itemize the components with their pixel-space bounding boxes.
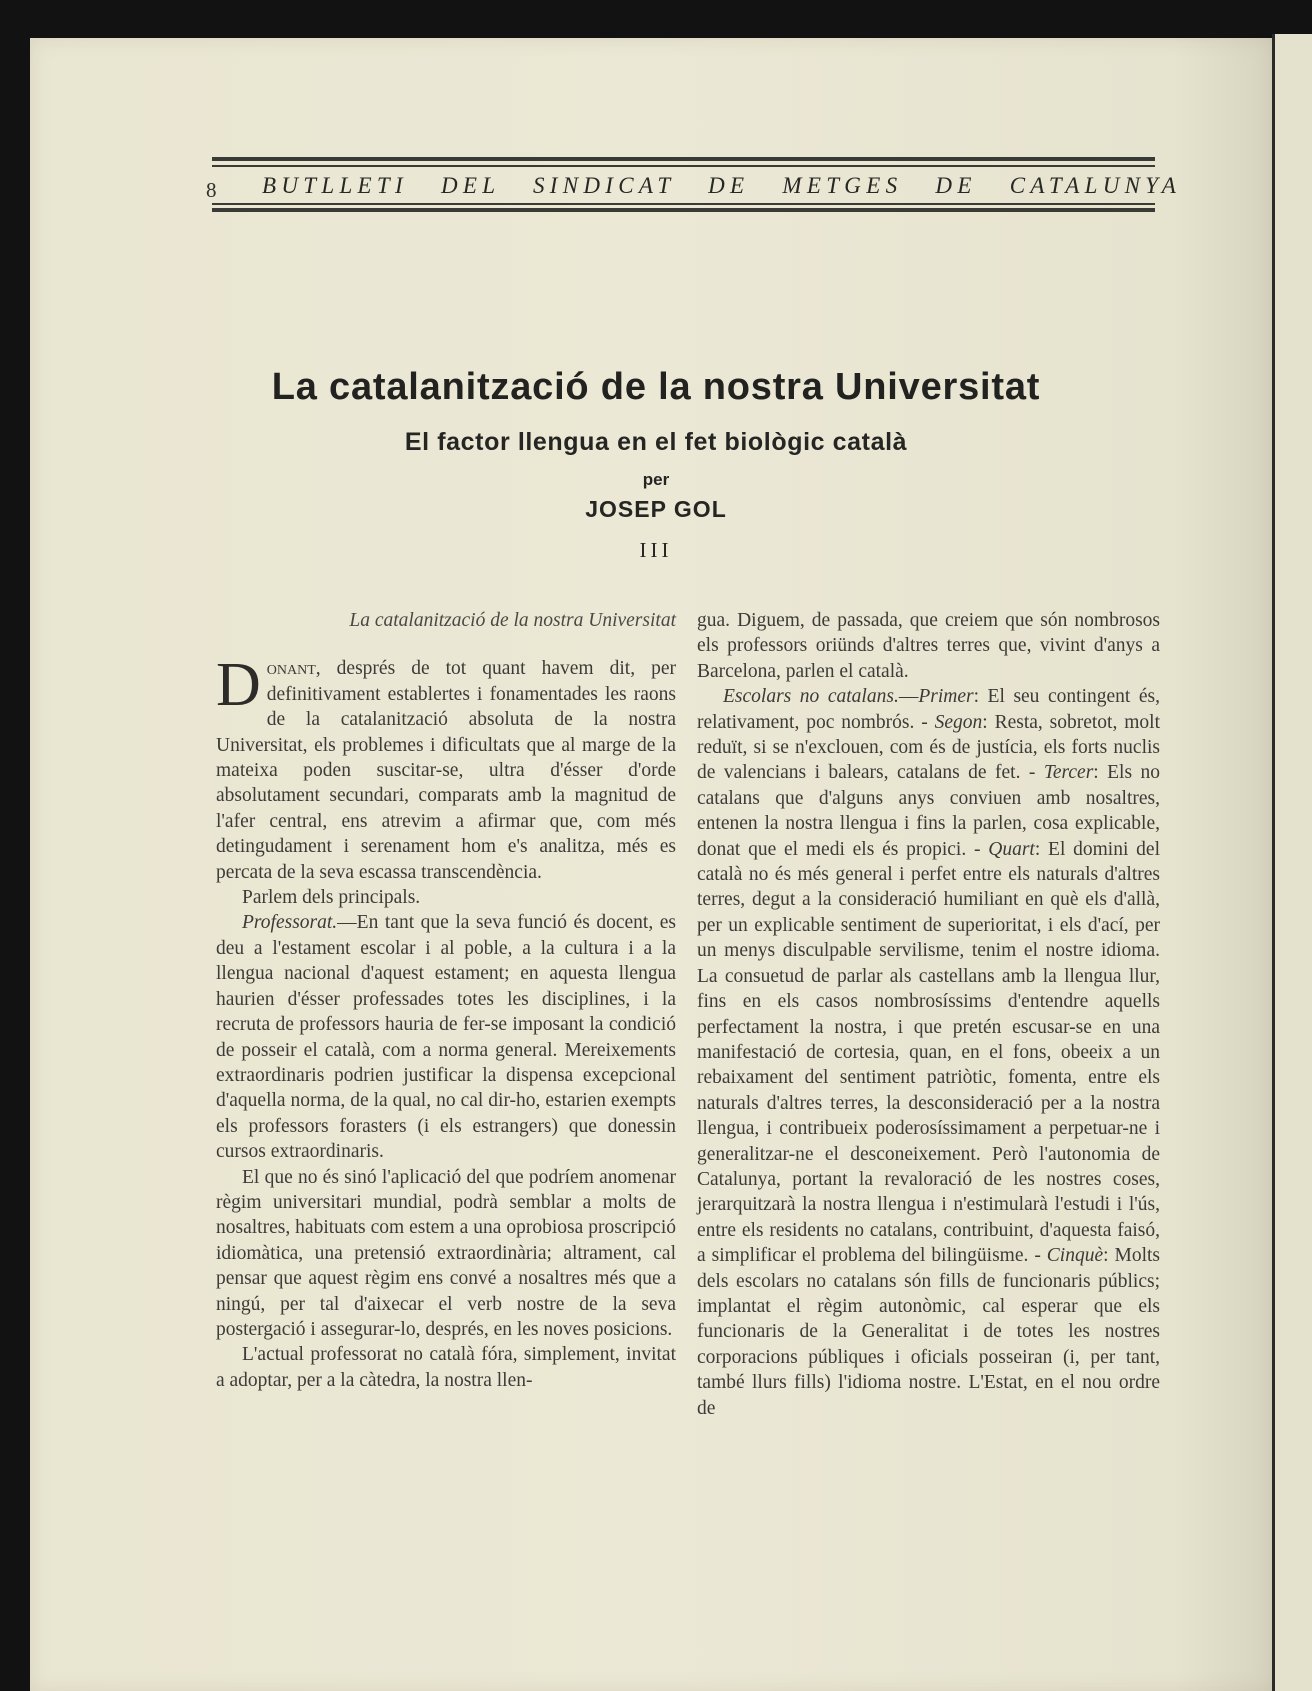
header-rule-bottom: [212, 208, 1155, 212]
item-label: Primer: [918, 686, 974, 708]
section-label: Professorat.: [242, 912, 338, 934]
paragraph: Parlem dels principals.: [242, 887, 421, 909]
part-number: III: [639, 538, 673, 562]
running-header: BUTLLETI DEL SINDICAT DE METGES DE CATALUNYA: [262, 173, 1182, 198]
paragraph-text: : Resta, sobretot, molt reduït, si se n'exclouen, com és de justícia, els forts nuclis de valencians i balears, catalans de fet. -: [697, 711, 1160, 784]
paragraph-text: —En tant que la seva funció és docent, es deu a l'estament escolar i al poble, a la cultura i a la llengua nacional d'aquest estament; en aquesta llengua haurien d'ésser professades totes les disciplines, i la recruta de professors hauria de fer-se imposant la condició de posseir el català, com a norma general. Mereixements extraordinaris podrien justificar la dispensa excepcional d'aquella norma, de la qual, no cal dir-ho, estarien exempts els professors forasters (i els estrangers) que donessin cursos extraordinaris.: [216, 912, 676, 1163]
header-rule-bottom-thin: [212, 203, 1155, 205]
article-title: La catalanització de la nostra Universitat: [271, 366, 1041, 408]
right-column: [697, 608, 1160, 1421]
byline-per: per: [642, 470, 670, 489]
paragraph-text: : El domini del català no és més general i perfet entre els naturals d'altres terres, degut a la consideració humiliant en què els d'allà, per un explicable sentiment de superioritat, i els d'ací, per un menys disculpable servilisme, tenim el nostre idioma. La consuetud de parlar als castellans amb la llengua llur, fins en els casos nombrosíssims d'entendre aquells perfectament la nostra, i que pretén escusar-se en una manifestació de cortesia, quan, en el fons, obeeix a un rebaixament del sentiment patriòtic, fomenta, entre els naturals d'altres terres, la desconsideració per a la nostra llengua, i contribueix poderosíssimament a perpetuar-ne i generalitzar-ne el desconeixement. Però l'autonomia de Catalunya, portant la revaloració de les nostres coses, jerarquitzarà la nostra llengua i n'estimularà l'estudi i l'ús, entre els residents no catalans, contribuint, d'aquesta faisó, a simplificar el problema del bilingüisme. -: [697, 838, 1160, 1267]
page-number: 8: [206, 178, 217, 202]
paragraph-text: : Molts dels escolars no catalans són fills de funcionaris públics; implantat el règim autonòmic, cal esperar que els funcionaris de la Generalitat i de totes les nostres corporacions públiques i oficials posseiran (i, per tant, també llurs fills) l'idioma nostre. L'Estat, en el nou ordre de: [697, 1245, 1160, 1419]
paragraph-text: : El seu contingent és, relativament, poc nombrós. -: [697, 686, 1160, 733]
paragraph: El que no és sinó l'aplicació del que podríem anomenar règim universitari mundial, podrà semblar a molts de nosaltres, habituats com estem a una oprobiosa proscripció idiomàtica, una pretensió extraordinària; altrament, cal pensar que aquest règim ens convé a nosaltres més que a ningú, per tal d'aixecar el verb nostre de la seva postergació i assegurar-lo, després, en les noves posicions.: [216, 1166, 676, 1340]
item-label: Tercer: [1043, 762, 1094, 784]
paragraph: gua. Diguem, de passada, que creiem que són nombrosos els professors oriünds d'altres terres que, vivint d'anys a Barcelona, parlen el català.: [697, 610, 1160, 682]
item-label: Quart: [988, 838, 1035, 860]
paragraph: [216, 910, 676, 1164]
drop-cap: D: [216, 651, 261, 720]
paragraph-text: : Els no catalans que d'alguns anys conviuen amb nosaltres, entenen la nostra llengua i fins la parlen, cosa explicable, donat que el medi els és propici. -: [697, 762, 1160, 860]
header-rule-top: [212, 157, 1155, 161]
section-label: Escolars no catalans.: [723, 686, 899, 708]
paragraph: [216, 651, 676, 885]
paragraph: [697, 684, 1160, 1421]
section-caption: La catalanització de la nostra Universitat: [349, 610, 676, 631]
author-name: JOSEP GOL: [585, 496, 727, 522]
paragraph: L'actual professorat no català fóra, simplement, invitat a adoptar, per a la càtedra, la nostra llen-: [216, 1344, 676, 1391]
opening-word: onant: [266, 658, 316, 680]
item-label: Segon: [934, 711, 983, 733]
left-column: [216, 608, 676, 1393]
paragraph-text: , després de tot quant havem dit, per definitivament establertes i fonamentades les raons de la catalanització absoluta de la nostra Universitat, els problemes i dificultats que al marge de la mateixa poden suscitar-se, ultra d'ésser d'orde absolutament secundari, comparats amb la magnitud de l'afer central, ens atrevim a afirmar que, com més detingudament i serenament hom e's analitza, més es percata de la seva escassa transcendència.: [216, 658, 676, 883]
item-label: Cinquè: [1046, 1245, 1104, 1267]
dash: —: [898, 686, 919, 708]
article-subtitle: El factor llengua en el fet biològic català: [404, 428, 908, 456]
header-rule-top-thin: [212, 165, 1155, 167]
next-page-edge: [1272, 34, 1312, 1691]
